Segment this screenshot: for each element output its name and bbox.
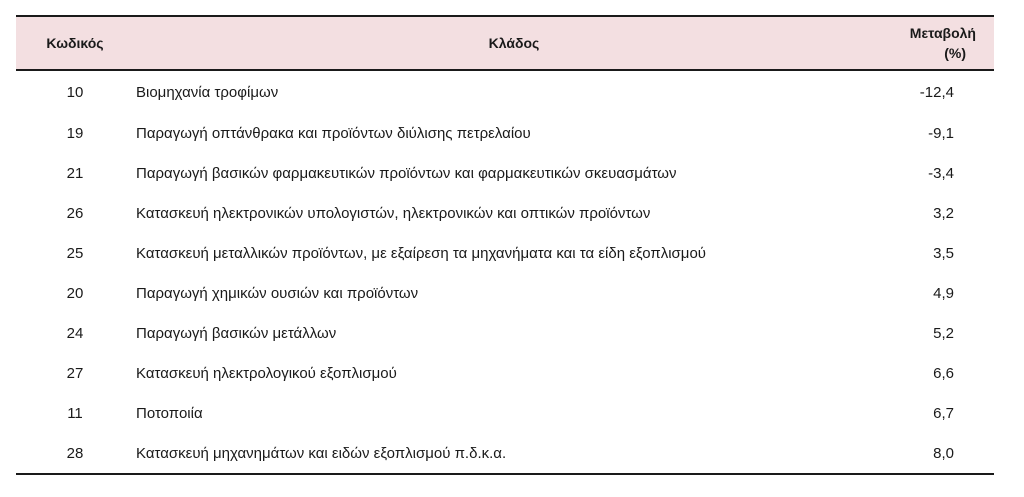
- cell-sector: Κατασκευή ηλεκτρολογικού εξοπλισμού: [136, 364, 397, 382]
- table-row: [16, 233, 994, 273]
- cell-sector: Ποτοποιία: [136, 404, 203, 422]
- header-change-label: Μεταβολή: [909, 25, 976, 41]
- cell-change: -3,4: [928, 164, 954, 182]
- table-row: [16, 193, 994, 233]
- sector-change-table: [16, 15, 994, 475]
- cell-change: 6,7: [933, 404, 954, 422]
- table-row: [16, 393, 994, 433]
- table-row: [16, 113, 994, 153]
- cell-sector: Παραγωγή βασικών φαρμακευτικών προϊόντων και φαρμακευτικών σκευασμάτων: [136, 164, 677, 182]
- cell-change: -12,4: [919, 83, 954, 101]
- table-row: [16, 433, 994, 474]
- cell-change: 5,2: [933, 324, 954, 342]
- header-change: [894, 16, 994, 70]
- cell-change: 8,0: [894, 433, 994, 474]
- cell-sector: Κατασκευή μεταλλικών προϊόντων, με εξαίρεση τα μηχανήματα και τα είδη εξοπλισμού: [136, 244, 706, 262]
- cell-change: 6,6: [933, 364, 954, 382]
- cell-sector: Παραγωγή χημικών ουσιών και προϊόντων: [136, 284, 419, 302]
- cell-code: 21: [66, 164, 84, 182]
- cell-code: 11: [67, 404, 83, 422]
- cell-sector: Παραγωγή οπτάνθρακα και προϊόντων διύλισης πετρελαίου: [136, 124, 531, 142]
- cell-code: 10: [66, 83, 84, 101]
- cell-code: 20: [66, 284, 84, 302]
- cell-code: 27: [66, 364, 84, 382]
- cell-change: -9,1: [928, 124, 954, 142]
- table-row: [16, 353, 994, 393]
- cell-change: 3,5: [933, 244, 954, 262]
- header-code: Κωδικός: [16, 16, 134, 70]
- cell-sector: Κατασκευή μηχανημάτων και ειδών εξοπλισμού π.δ.κ.α.: [134, 433, 894, 474]
- cell-code: 24: [66, 324, 84, 342]
- cell-sector: Παραγωγή βασικών μετάλλων: [136, 324, 337, 342]
- cell-sector: Βιομηχανία τροφίμων: [136, 83, 279, 101]
- cell-sector: Κατασκευή ηλεκτρονικών υπολογιστών, ηλεκτρονικών και οπτικών προϊόντων: [136, 204, 651, 222]
- cell-code: 25: [66, 244, 84, 262]
- cell-change: 4,9: [933, 284, 954, 302]
- header-change-unit: (%): [944, 45, 966, 61]
- table-row: [16, 313, 994, 353]
- table-header-row: [16, 16, 994, 70]
- table-row: [16, 273, 994, 313]
- cell-code: 28: [16, 433, 134, 474]
- cell-code: 26: [66, 204, 84, 222]
- table-row: [16, 70, 994, 113]
- header-sector: Κλάδος: [134, 16, 894, 70]
- cell-code: 19: [66, 124, 84, 142]
- cell-change: 3,2: [933, 204, 954, 222]
- table-row: [16, 153, 994, 193]
